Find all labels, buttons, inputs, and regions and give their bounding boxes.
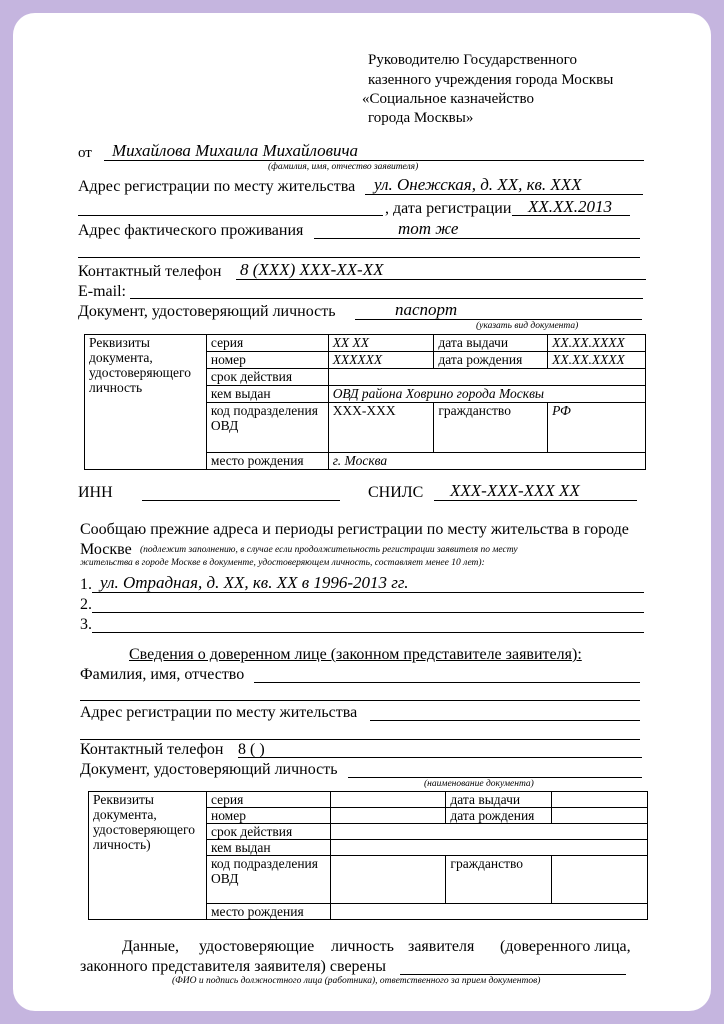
birth-date-label: дата рождения <box>434 352 548 369</box>
issued-by-label: кем выдан <box>206 386 328 403</box>
requisites-table-applicant <box>84 334 646 470</box>
addressee-line-3: «Социальное казначейство <box>362 91 534 107</box>
prev-addresses-note-2: жительства в городе Москве в документе, удостоверяющем личность, составляет менее 10 лет): <box>80 558 485 568</box>
number-label: номер <box>206 352 328 369</box>
applicant-name-hint: (фамилия, имя, отчество заявителя) <box>268 162 419 172</box>
rep-address-label: Адрес регистрации по месту жительства <box>80 704 358 721</box>
actual-address-value[interactable]: тот же <box>398 219 459 238</box>
doc-value[interactable]: паспорт <box>395 300 458 319</box>
rep-validity-label: срок действия <box>206 824 330 840</box>
verification-line-2: законного представителя заявителя) сверены <box>80 958 386 975</box>
rep-requisites-label: Реквизиты документа, удостоверяющего личность) <box>89 792 207 920</box>
rep-issue-date-value[interactable] <box>552 792 648 808</box>
applicant-name[interactable]: Михайлова Михаила Михайловича <box>112 141 359 160</box>
verification-hint: (ФИО и подпись должностного лица (работника), ответственного за прием документов) <box>172 976 541 986</box>
verification-line-1c: личность <box>331 938 394 955</box>
validity-value[interactable] <box>328 369 645 386</box>
rep-division-code-label: код подразделения ОВД <box>206 856 330 904</box>
verification-line-1d: заявителя <box>408 938 475 955</box>
rep-number-label: номер <box>206 808 330 824</box>
representative-heading: Сведения о доверенном лице (законном представителе заявителя): <box>129 646 582 663</box>
addressee-line-1: Руководителю Государственного <box>368 52 577 68</box>
verification-line-1b: удостоверяющие <box>199 938 315 955</box>
issue-date-value[interactable]: XX.XX.XXXX <box>548 335 646 352</box>
rep-issue-date-label: дата выдачи <box>446 792 552 808</box>
prev-address-1-value[interactable]: ул. Отрадная, д. XX, кв. XX в 1996-2013 гг. <box>100 573 409 592</box>
doc-hint: (указать вид документа) <box>476 321 579 331</box>
verification-line-1e: (доверенного лица, <box>500 938 631 955</box>
actual-address-label: Адрес фактического проживания <box>78 222 304 239</box>
email-label: E-mail: <box>78 283 126 300</box>
rep-phone-prefix: 8 ( ) <box>238 741 265 758</box>
rep-division-code-value[interactable] <box>330 856 446 904</box>
prev-address-3-num: 3. <box>80 616 92 633</box>
reg-date-label: , дата регистрации <box>385 200 512 217</box>
rep-doc-label: Документ, удостоверяющий личность <box>80 761 338 778</box>
reg-address-value[interactable]: ул. Онежская, д. XX, кв. XXX <box>374 175 582 194</box>
prev-addresses-heading-2: Москве <box>80 541 132 558</box>
series-value[interactable]: XX XX <box>328 335 434 352</box>
division-code-value[interactable]: XXX-XXX <box>328 403 434 453</box>
prev-address-2-num: 2. <box>80 596 92 613</box>
series-label: серия <box>206 335 328 352</box>
rep-series-label: серия <box>206 792 330 808</box>
rep-number-value[interactable] <box>330 808 446 824</box>
issue-date-label: дата выдачи <box>434 335 548 352</box>
validity-label: срок действия <box>206 369 328 386</box>
number-value[interactable]: XXXXXX <box>328 352 434 369</box>
from-label: от <box>78 145 92 161</box>
prev-address-1-num: 1. <box>80 576 92 593</box>
rep-doc-hint: (наименование документа) <box>424 779 534 789</box>
issued-by-value[interactable]: ОВД района Ховрино города Москвы <box>328 386 645 403</box>
verification-line-1a: Данные, <box>122 938 179 955</box>
phone-label: Контактный телефон <box>78 263 222 280</box>
inn-label: ИНН <box>78 484 113 501</box>
requisites-label: Реквизиты документа, удостоверяющего личность <box>85 335 207 470</box>
snils-label: СНИЛС <box>368 484 424 501</box>
rep-birth-date-label: дата рождения <box>446 808 552 824</box>
rep-series-value[interactable] <box>330 792 446 808</box>
citizenship-label: гражданство <box>434 403 548 453</box>
rep-validity-value[interactable] <box>330 824 647 840</box>
rep-name-label: Фамилия, имя, отчество <box>80 666 245 683</box>
doc-label: Документ, удостоверяющий личность <box>78 303 336 320</box>
birth-place-value[interactable]: г. Москва <box>328 453 645 470</box>
rep-phone-label: Контактный телефон <box>80 741 224 758</box>
rep-birth-place-value[interactable] <box>330 904 647 920</box>
prev-addresses-heading: Сообщаю прежние адреса и периоды регистрации по месту жительства в городе <box>80 521 629 538</box>
addressee-line-4: города Москвы» <box>368 110 474 126</box>
rep-birth-place-label: место рождения <box>206 904 330 920</box>
requisites-table-representative <box>88 791 648 920</box>
citizenship-value[interactable]: РФ <box>548 403 646 453</box>
rep-citizenship-label: гражданство <box>446 856 552 904</box>
birth-place-label: место рождения <box>206 453 328 470</box>
snils-value[interactable]: XXX-XXX-XXX XX <box>450 481 580 500</box>
rep-birth-date-value[interactable] <box>552 808 648 824</box>
rep-issued-by-value[interactable] <box>330 840 647 856</box>
addressee-line-2: казенного учреждения города Москвы <box>368 72 614 88</box>
reg-date-value[interactable]: XX.XX.2013 <box>528 197 613 216</box>
prev-addresses-note-1: (подлежит заполнению, в случае если продолжительность регистрации заявителя по месту <box>140 545 518 555</box>
rep-citizenship-value[interactable] <box>552 856 648 904</box>
division-code-label: код подразделения ОВД <box>206 403 328 453</box>
rep-issued-by-label: кем выдан <box>206 840 330 856</box>
reg-address-label: Адрес регистрации по месту жительства <box>78 178 356 195</box>
birth-date-value[interactable]: XX.XX.XXXX <box>548 352 646 369</box>
phone-value[interactable]: 8 (XXX) XXX-XX-XX <box>240 260 384 279</box>
